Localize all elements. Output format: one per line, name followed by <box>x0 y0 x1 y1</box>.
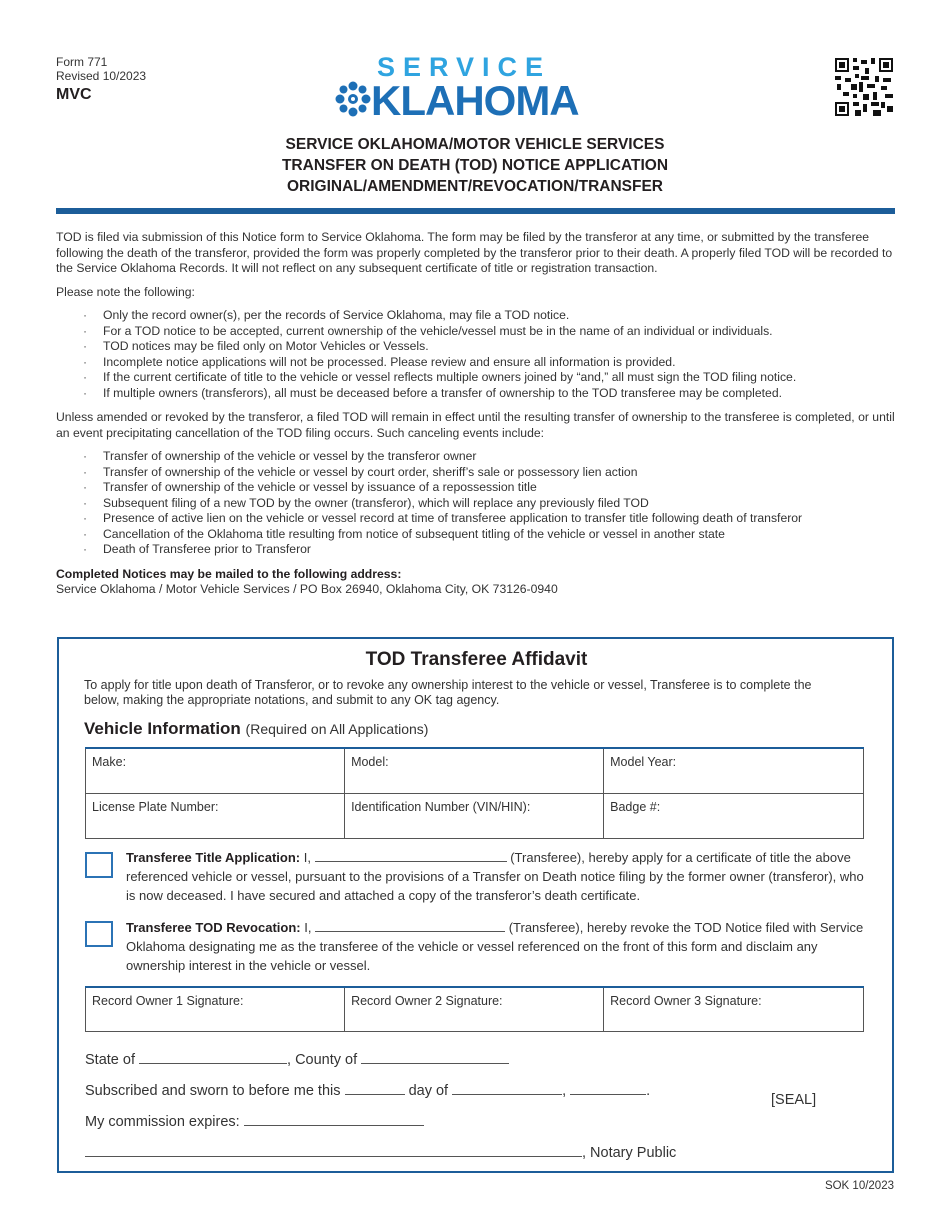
badge-field[interactable] <box>604 793 864 838</box>
owner-3-signature-field[interactable] <box>604 987 864 1031</box>
owner-1-signature-label: Record Owner 1 Signature: <box>92 994 244 1008</box>
list-item: · Presence of active lien on the vehicle or vessel record at time of transferee application to transfer title following death of transferor <box>56 511 896 527</box>
title-application-text <box>126 848 868 905</box>
footer-code: SOK 10/2023 <box>824 1180 894 1192</box>
notes-list <box>56 308 896 401</box>
list-item: · Transfer of ownership of the vehicle or vessel by court order, sheriff’s sale or possessory lien action <box>56 465 896 481</box>
intro-paragraph-2: Unless amended or revoked by the transferor, a filed TOD will remain in effect until the resulting transfer of ownership to the transferee is completed, or until an event precipitating cancellation of the TOD filing occurs. Such canceling events include: <box>56 410 895 440</box>
logo-star-icon <box>333 79 373 119</box>
list-item: · Only the record owner(s), per the records of Service Oklahoma, may file a TOD notice. <box>56 308 896 324</box>
title-line-2: TRANSFER ON DEATH (TOD) NOTICE APPLICATION <box>281 157 669 174</box>
tod-revocation-checkbox[interactable] <box>85 921 113 947</box>
model-year-label: Model Year: <box>610 755 677 769</box>
intro-paragraph-1: TOD is filed via submission of this Notice form to Service Oklahoma. The form may be filed by the transferor at any time, or submitted by the transferee following the death of the transferor, provided the form was properly completed by the transferor prior to their death. A properly filed TOD will be recorded to the Service Oklahoma Records. It will not reflect on any subsequent certificate of title or registration transaction. <box>56 230 893 275</box>
service-oklahoma-logo <box>333 52 613 124</box>
day-input-line[interactable] <box>345 1082 405 1095</box>
license-plate-label: License Plate Number: <box>92 799 219 814</box>
vehicle-info-subtitle: (Required on All Applications) <box>245 721 429 737</box>
model-label: Model: <box>351 755 389 769</box>
notary-state-county <box>85 1051 509 1068</box>
logo-service-text: SERVICE <box>377 52 552 82</box>
division-label: MVC <box>56 86 92 103</box>
title-application-label: Transferee Title Application: <box>126 850 301 865</box>
day-of-label: day of <box>408 1083 449 1099</box>
list-item: · For a TOD notice to be accepted, current ownership of the vehicle/vessel must be in the name of an individual or individuals. <box>56 324 896 340</box>
list-item: · Transfer of ownership of the vehicle or vessel by the transferor owner <box>56 449 896 465</box>
title-application-checkbox[interactable] <box>85 852 113 878</box>
list-item: · Cancellation of the Oklahoma title resulting from notice of subsequent titling of the vehicle or vessel in another state <box>56 527 896 543</box>
notary-subscribed <box>85 1082 650 1099</box>
mail-heading: Completed Notices may be mailed to the following address: <box>56 566 402 581</box>
month-input-line[interactable] <box>452 1082 562 1095</box>
list-item: · If multiple owners (transferors), all must be deceased before a transfer of ownership to the TOD transferee may be completed. <box>56 386 896 402</box>
intro-section <box>56 230 896 598</box>
title-line-1: SERVICE OKLAHOMA/MOTOR VEHICLE SERVICES <box>285 136 665 153</box>
seal-label: [SEAL] <box>771 1092 817 1108</box>
tod-revocation-post: (Transferee), hereby revoke the TOD Notice filed with Service Oklahoma designating me as the transferee of the vehicle or vessel referenced on the front of this form and disclaim any ownership interest in the vehicle or vessel. <box>126 920 864 973</box>
transferee-name-line-1[interactable] <box>315 849 507 862</box>
county-input-line[interactable] <box>361 1051 509 1064</box>
form-number: Form 771 <box>56 55 108 69</box>
form-meta <box>56 55 146 102</box>
list-item: · Incomplete notice applications will not be processed. Please review and ensure all information is provided. <box>56 355 896 371</box>
notary-signature <box>85 1144 676 1161</box>
revised-date: Revised 10/2023 <box>56 69 147 83</box>
comma-separator: , <box>562 1083 567 1099</box>
period-separator: . <box>646 1083 651 1099</box>
badge-label: Badge #: <box>610 799 661 814</box>
list-item: · Death of Transferee prior to Transferor <box>56 542 896 558</box>
county-of-label: , County of <box>287 1052 358 1068</box>
vin-field[interactable] <box>345 793 604 838</box>
subscribed-label: Subscribed and sworn to before me this <box>85 1083 341 1099</box>
owner-signatures-table <box>85 986 864 1032</box>
make-field[interactable] <box>86 748 345 793</box>
owner-1-signature-field[interactable] <box>86 987 345 1031</box>
year-input-line[interactable] <box>570 1082 646 1095</box>
notary-commission <box>85 1113 424 1130</box>
vehicle-info-table <box>85 747 864 839</box>
title-line-3: ORIGINAL/AMENDMENT/REVOCATION/TRANSFER <box>286 178 663 195</box>
transferee-name-line-2[interactable] <box>315 919 505 932</box>
notary-public-label: , Notary Public <box>582 1145 677 1161</box>
commission-input-line[interactable] <box>244 1113 424 1126</box>
vin-label: Identification Number (VIN/HIN): <box>351 799 531 814</box>
state-of-label: State of <box>85 1052 135 1068</box>
tod-revocation-text <box>126 918 868 975</box>
make-label: Make: <box>92 755 127 769</box>
list-item: · Transfer of ownership of the vehicle or vessel by issuance of a repossession title <box>56 480 896 496</box>
owner-2-signature-field[interactable] <box>345 987 604 1031</box>
qr-code-icon <box>835 58 893 116</box>
tod-revocation-label: Transferee TOD Revocation: <box>126 920 301 935</box>
state-input-line[interactable] <box>139 1051 287 1064</box>
note-label: Please note the following: <box>56 284 195 299</box>
list-item: · Subsequent filing of a new TOD by the owner (transferor), which will replace any previously filed TOD <box>56 496 896 512</box>
owner-2-signature-label: Record Owner 2 Signature: <box>351 994 503 1008</box>
commission-label: My commission expires: <box>85 1114 240 1130</box>
document-title <box>120 134 830 197</box>
vehicle-info-heading <box>84 719 428 739</box>
tod-revocation-pre: I, <box>304 920 312 935</box>
events-list <box>56 449 896 558</box>
vehicle-info-title: Vehicle Information <box>84 719 241 738</box>
model-year-field[interactable] <box>604 748 864 793</box>
notary-signature-line[interactable] <box>85 1144 582 1157</box>
owner-3-signature-label: Record Owner 3 Signature: <box>610 994 762 1008</box>
license-plate-field[interactable] <box>86 793 345 838</box>
list-item: · TOD notices may be filed only on Motor Vehicles or Vessels. <box>56 339 896 355</box>
mail-address: Service Oklahoma / Motor Vehicle Services / PO Box 26940, Oklahoma City, OK 73126-0940 <box>56 582 558 596</box>
list-item: · If the current certificate of title to the vehicle or vessel reflects multiple owners joined by “and,” all must sign the TOD filing notice. <box>56 370 896 386</box>
logo-oklahoma-text: KLAHOMA <box>371 77 579 124</box>
title-application-post: (Transferee), hereby apply for a certificate of title the above referenced vehicle or vessel, pursuant to the provisions of a Transfer on Death notice filing by the former owner (transferor), who is now deceased. I have secured and attached a copy of the transferor’s death certificate. <box>126 850 864 903</box>
header-divider <box>56 208 895 214</box>
title-application-pre: I, <box>303 850 311 865</box>
model-field[interactable] <box>345 748 604 793</box>
affidavit-description: To apply for title upon death of Transferor, or to revoke any ownership interest to the vehicle or vessel, Transferee is to complete the below, making the appropriate notations, and submit to any OK tag agency. <box>84 678 812 707</box>
affidavit-title: TOD Transferee Affidavit <box>365 649 588 670</box>
